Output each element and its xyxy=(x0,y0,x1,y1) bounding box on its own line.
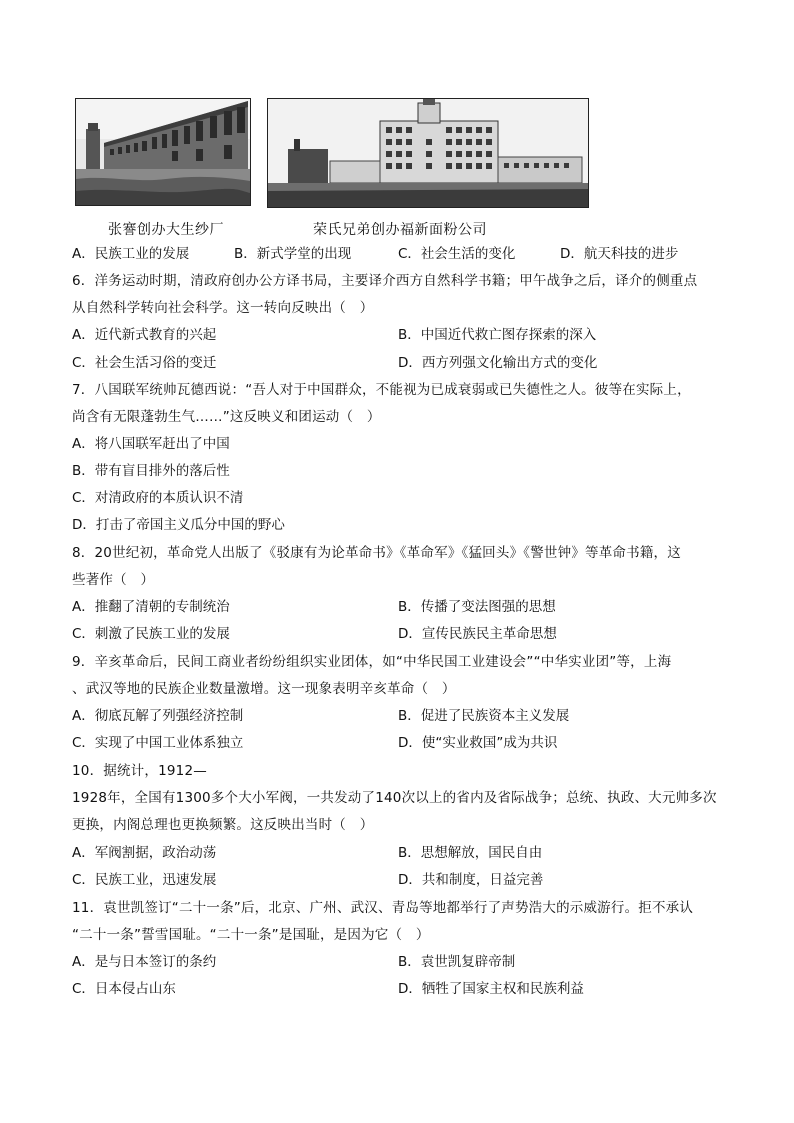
q9-stem-line-2: 、武汉等地的民族企业数量激增。这一现象表明辛亥革命（ ） xyxy=(72,681,456,697)
q7-option-d[interactable]: D．打击了帝国主义瓜分中国的野心 xyxy=(72,517,285,533)
q11-option-b[interactable]: B．袁世凯复辟帝制 xyxy=(398,954,516,970)
q11-option-c[interactable]: C．日本侵占山东 xyxy=(72,981,176,997)
q5-option-d[interactable]: D．航天科技的进步 xyxy=(560,246,679,262)
q6-option-b[interactable]: B．中国近代救亡图存探索的深入 xyxy=(398,327,597,343)
q8-option-a[interactable]: A．推翻了清朝的专制统治 xyxy=(72,599,230,615)
q9-option-c[interactable]: C．实现了中国工业体系独立 xyxy=(72,735,244,751)
q6-stem-line-1: 6．洋务运动时期，清政府创办公方译书局，主要译介西方自然科学书籍；甲午战争之后，译介的侧重点 xyxy=(72,273,698,289)
q9-option-d[interactable]: D．使“实业救国”成为共识 xyxy=(398,735,558,751)
q7-option-c[interactable]: C．对清政府的本质认识不清 xyxy=(72,490,244,506)
caption-dasheng-mill: 张謇创办大生纱厂 xyxy=(108,222,224,238)
q7-stem-line-1: 7．八国联军统帅瓦德西说：“吾人对于中国群众，不能视为已成衰弱或已失德性之人。彼等在实际上， xyxy=(72,382,691,398)
q10-option-c[interactable]: C．民族工业，迅速发展 xyxy=(72,872,217,888)
q7-option-a[interactable]: A．将八国联军赶出了中国 xyxy=(72,436,230,452)
factory-image xyxy=(268,99,588,207)
q6-option-d[interactable]: D．西方列强文化输出方式的变化 xyxy=(398,355,598,371)
q10-option-b[interactable]: B．思想解放，国民自由 xyxy=(398,845,543,861)
fuxin-flour-photo xyxy=(267,98,589,208)
q8-stem-line-2: 些著作（ ） xyxy=(72,572,155,588)
q10-stem-line-2: 1928年，全国有1300多个大小军阀，一共发动了140次以上的省内及省际战争；总统、执政、大元帅多次 xyxy=(72,790,717,806)
caption-fuxin-flour: 荣氏兄弟创办福新面粉公司 xyxy=(313,222,487,238)
q10-option-d[interactable]: D．共和制度，日益完善 xyxy=(398,872,544,888)
q6-option-a[interactable]: A．近代新式教育的兴起 xyxy=(72,327,217,343)
q6-stem-line-2: 从自然科学转向社会科学。这一转向反映出（ ） xyxy=(72,300,374,316)
q8-option-d[interactable]: D．宣传民族民主革命思想 xyxy=(398,626,557,642)
q6-option-c[interactable]: C．社会生活习俗的变迁 xyxy=(72,355,217,371)
dasheng-mill-photo xyxy=(75,98,251,206)
q8-stem-line-1: 8．20世纪初，革命党人出版了《驳康有为论革命书》《革命军》《猛回头》《警世钟》等革命书籍，这 xyxy=(72,545,681,561)
q9-option-a[interactable]: A．彻底瓦解了列强经济控制 xyxy=(72,708,244,724)
q9-option-b[interactable]: B．促进了民族资本主义发展 xyxy=(398,708,570,724)
q10-stem-line-1: 10．据统计，1912— xyxy=(72,763,207,779)
q11-stem-line-2: “二十一条”誓雪国耻。“二十一条”是国耻，是因为它（ ） xyxy=(72,927,430,943)
q10-option-a[interactable]: A．军阀割据，政治动荡 xyxy=(72,845,217,861)
q11-stem-line-1: 11．袁世凯签订“二十一条”后，北京、广州、武汉、青岛等地都举行了声势浩大的示威游行。拒不承认 xyxy=(72,900,694,916)
q11-option-a[interactable]: A．是与日本签订的条约 xyxy=(72,954,217,970)
q8-option-c[interactable]: C．刺激了民族工业的发展 xyxy=(72,626,230,642)
q9-stem-line-1: 9．辛亥革命后，民间工商业者纷纷组织实业团体，如“中华民国工业建设会”“中华实业团”等，上海 xyxy=(72,654,672,670)
q5-option-c[interactable]: C．社会生活的变化 xyxy=(398,246,516,262)
q7-stem-line-2: 尚含有无限蓬勃生气……”这反映义和团运动（ ） xyxy=(72,409,381,425)
q11-option-d[interactable]: D．牺牲了国家主权和民族利益 xyxy=(398,981,584,997)
q5-option-b[interactable]: B．新式学堂的出现 xyxy=(234,246,352,262)
q7-option-b[interactable]: B．带有盲目排外的落后性 xyxy=(72,463,230,479)
factory-image xyxy=(76,99,250,205)
q5-option-a[interactable]: A．民族工业的发展 xyxy=(72,246,190,262)
q8-option-b[interactable]: B．传播了变法图强的思想 xyxy=(398,599,556,615)
q10-stem-line-3: 更换，内阁总理也更换频繁。这反映出当时（ ） xyxy=(72,817,374,833)
